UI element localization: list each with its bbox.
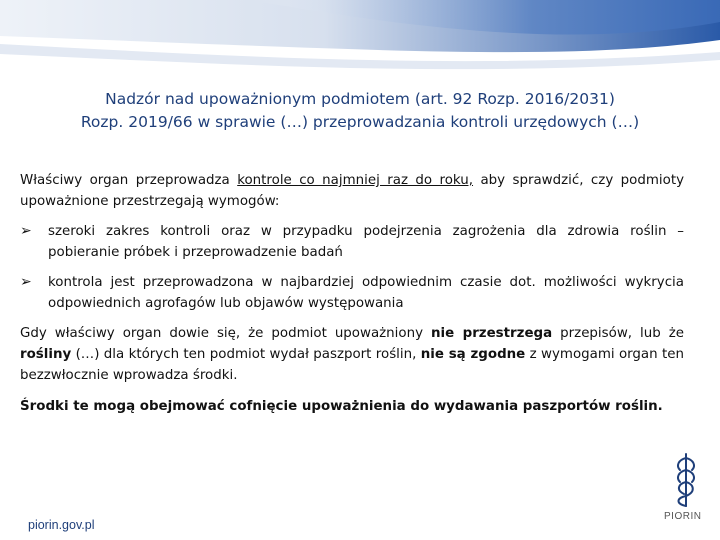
list-item <box>20 221 684 263</box>
intro-underlined-text: kontrole co najmniej raz do roku, <box>237 173 474 188</box>
measures-bold-3: nie są zgodne <box>420 347 526 362</box>
header-banner <box>0 0 720 78</box>
bullet-text: szeroki zakres kontroli oraz w przypadku podejrzenia zagrożenia dla zdrowia roślin – pobieranie próbek i przeprowadzenie badań <box>48 224 684 260</box>
list-item <box>20 272 684 314</box>
measures-text-4: z wymogami organ ten bezzwłocznie wprowadza środki. <box>20 347 684 383</box>
bullet-text: kontrola jest przeprowadzona w najbardziej odpowiednim czasie dot. możliwości wykrycia odpowiednich agrofagów lub objawów występowania <box>48 275 684 311</box>
measures-bold-1: nie przestrzega <box>431 326 553 341</box>
main-content <box>20 170 684 417</box>
intro-text-2: aby sprawdzić, czy podmioty upoważnione przestrzegają wymogów: <box>20 173 685 209</box>
arrow-bullet-icon: ➢ <box>20 223 32 239</box>
intro-paragraph <box>20 170 684 212</box>
title-line-2: Rozp. 2019/66 w sprawie (…) przeprowadzania kontroli urzędowych (…) <box>80 113 640 131</box>
intro-text-1: Właściwy organ przeprowadza <box>20 173 238 188</box>
measures-text-2: przepisów, lub że <box>552 326 685 341</box>
arrow-bullet-icon: ➢ <box>20 274 32 290</box>
logo-label: PIORIN <box>664 511 702 522</box>
measures-bold-2: rośliny <box>20 347 72 362</box>
footer-link[interactable]: piorin.gov.pl <box>28 518 95 532</box>
title-line-1: Nadzór nad upoważnionym podmiotem (art. 92 Rozp. 2016/2031) <box>105 90 615 108</box>
conclusion-paragraph: Środki te mogą obejmować cofnięcie upoważnienia do wydawania paszportów roślin. <box>20 399 663 414</box>
page-title <box>20 88 700 134</box>
bullet-list <box>20 221 684 314</box>
measures-paragraph <box>20 323 684 386</box>
measures-text-1: Gdy właściwy organ dowie się, że podmiot upoważniony <box>20 326 431 341</box>
measures-text-3: (…) dla których ten podmiot wydał paszport roślin, <box>71 347 421 362</box>
